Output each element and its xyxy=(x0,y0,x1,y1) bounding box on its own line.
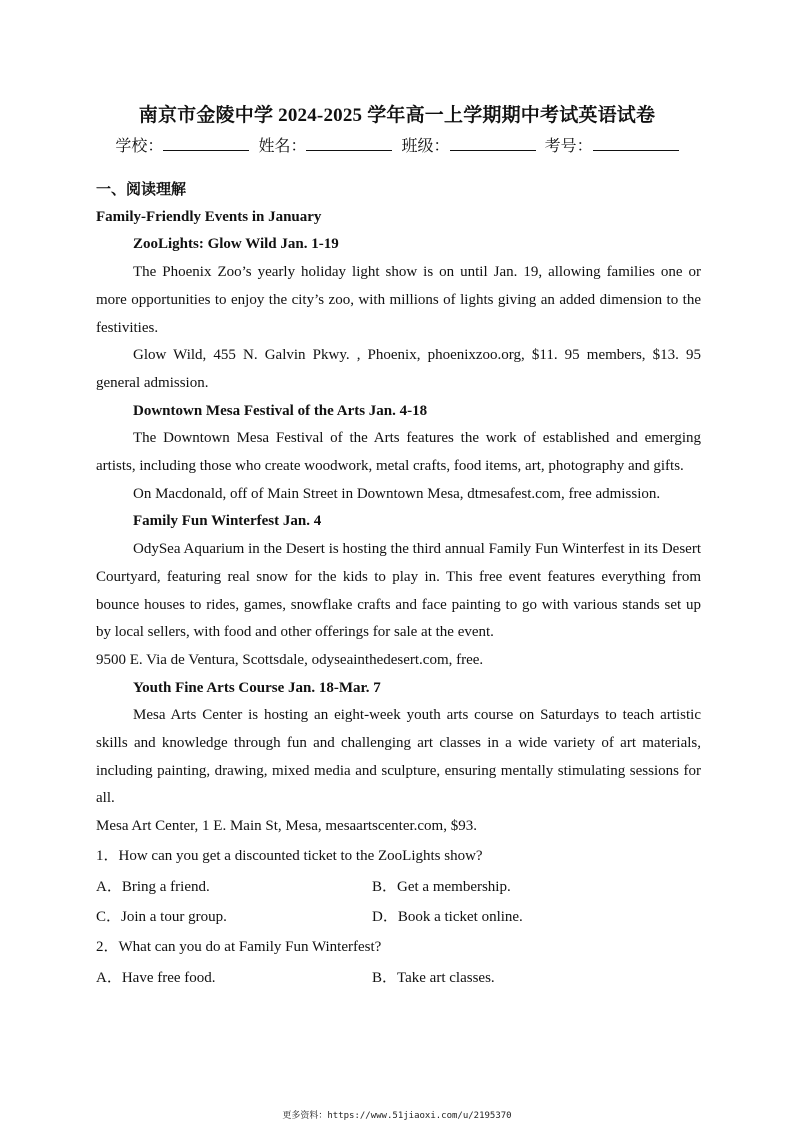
option-row xyxy=(96,965,701,993)
question-stem: 1．How can you get a discounted ticket to the ZooLights show? xyxy=(96,847,483,864)
question-stem: 2．What can you do at Family Fun Winterfest? xyxy=(96,938,382,955)
class-label: 班级： xyxy=(401,136,450,155)
event-body: Mesa Arts Center is hosting an eight-week youth arts course on Saturdays to teach artistic skills and knowledge through fun and challenging art classes in a wide variety of art materials, including painting, drawing, mixed media and sculpture, ensuring mentally stimulating sessions for all. xyxy=(96,707,701,807)
option-row xyxy=(96,874,701,902)
event-body: OdySea Aquarium in the Desert is hosting the third annual Family Fun Winterfest in its Desert Courtyard, featuring real snow for the kids to play in. This free event features everything from bounce houses to rides, games, snowflake crafts and face painting to go with various stands set up by local sellers, with food and other offerings for sale at the event. xyxy=(96,541,701,641)
footer-link[interactable]: 更多资料：https://www.51jiaoxi.com/u/2195370 xyxy=(282,1111,512,1121)
school-label: 学校： xyxy=(115,136,164,155)
event-heading: Youth Fine Arts Course Jan. 18-Mar. 7 xyxy=(133,679,381,696)
option-b[interactable]: B．Take art classes. xyxy=(372,969,495,986)
option-row xyxy=(96,904,701,932)
option-d[interactable]: D．Book a ticket online. xyxy=(372,909,523,926)
passage-title: Family-Friendly Events in January xyxy=(96,208,322,225)
option-c[interactable]: C．Join a tour group. xyxy=(96,909,227,926)
number-blank[interactable] xyxy=(593,136,679,151)
event-body: The Downtown Mesa Festival of the Arts features the work of established and emerging artists, including those who create woodwork, metal crafts, food items, art, photography and gifts. xyxy=(96,430,701,475)
section-heading: 一、阅读理解 xyxy=(96,180,187,198)
option-a[interactable]: A．Bring a friend. xyxy=(96,878,210,895)
school-blank[interactable] xyxy=(163,136,249,151)
option-b[interactable]: B．Get a membership. xyxy=(372,878,511,895)
exam-content xyxy=(96,176,701,992)
event-heading: Downtown Mesa Festival of the Arts Jan. 4-18 xyxy=(133,402,428,419)
name-blank[interactable] xyxy=(306,136,392,151)
event-info: 9500 E. Via de Ventura, Scottsdale, odyseainthedesert.com, free. xyxy=(96,651,484,668)
name-label: 姓名： xyxy=(258,136,307,155)
option-a[interactable]: A．Have free food. xyxy=(96,969,216,986)
event-info: On Macdonald, off of Main Street in Downtown Mesa, dtmesafest.com, free admission. xyxy=(133,485,661,502)
event-info: Glow Wild, 455 N. Galvin Pkwy. , Phoenix, phoenixzoo.org, $11. 95 members, $13. 95 general admission. xyxy=(96,347,701,391)
number-label: 考号： xyxy=(544,136,593,155)
event-info: Mesa Art Center, 1 E. Main St, Mesa, mesaartscenter.com, $93. xyxy=(96,818,477,835)
event-body: The Phoenix Zoo’s yearly holiday light show is on until Jan. 19, allowing families one or more opportunities to enjoy the city’s zoo, with millions of lights giving an added dimension to the festivities. xyxy=(96,264,701,336)
class-blank[interactable] xyxy=(450,136,536,151)
event-heading: Family Fun Winterfest Jan. 4 xyxy=(133,513,322,530)
student-info-line xyxy=(0,133,794,156)
event-heading: ZooLights: Glow Wild Jan. 1-19 xyxy=(133,236,339,253)
exam-title: 南京市金陵中学 2024-2025 学年高一上学期期中考试英语试卷 xyxy=(138,105,656,126)
